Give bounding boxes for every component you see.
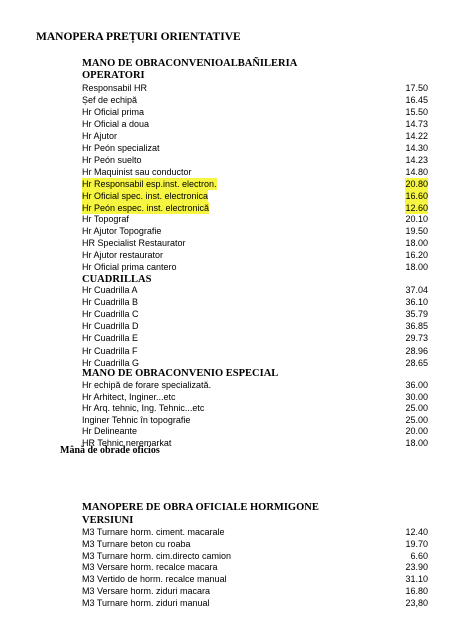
price-row	[82, 585, 428, 597]
item-label: Hr Ajutor	[82, 130, 118, 141]
item-label: Hr Oficial a doua	[82, 118, 150, 129]
item-price: 36.00	[405, 380, 428, 390]
section-heading-cuadrillas: CUADRILLAS	[82, 274, 152, 285]
item-price: 14.73	[405, 118, 428, 129]
price-row	[82, 213, 428, 225]
item-label: Hr Maquinist sau conductor	[82, 166, 192, 177]
price-row	[82, 237, 428, 249]
price-row	[82, 345, 428, 357]
item-price: 15.50	[405, 106, 428, 117]
price-row	[82, 190, 428, 202]
price-row	[82, 332, 428, 344]
item-price: 25.00	[405, 403, 428, 413]
price-row	[82, 284, 428, 296]
price-row	[82, 550, 428, 562]
item-label: Hr Arhitect, Inginer...etc	[82, 391, 176, 402]
item-price: 6.60	[410, 550, 428, 561]
item-price: 36.10	[405, 297, 428, 308]
item-price: 36.85	[405, 321, 428, 332]
item-label: Hr echipă de forare specializată.	[82, 380, 212, 390]
subheading-versiuni: VERSIUNI	[82, 515, 134, 526]
item-price: 14.80	[405, 166, 428, 177]
price-row	[82, 106, 428, 118]
item-price: 14.30	[405, 142, 428, 153]
item-label: Hr Cuadrilla A	[82, 285, 138, 295]
item-price: 18.00	[405, 238, 428, 249]
item-price: 16.60	[405, 190, 428, 201]
item-price: 12.60	[405, 202, 428, 213]
price-row	[82, 320, 428, 332]
item-label: M3 Vertido de horm. recalce manual	[82, 574, 227, 585]
price-row	[82, 414, 428, 426]
item-label: Hr Oficial prima cantero	[82, 262, 177, 273]
price-row	[82, 526, 428, 538]
item-price: 37.04	[405, 285, 428, 295]
item-price: 12.40	[405, 527, 428, 537]
item-label: Hr Cuadrilla C	[82, 309, 139, 320]
item-price: 28.65	[405, 357, 428, 368]
price-row	[82, 402, 428, 414]
item-price: 20.00	[405, 426, 428, 436]
item-price: 16.45	[405, 94, 428, 105]
item-label: Hr Ajutor restaurator	[82, 250, 164, 261]
price-row	[82, 178, 428, 190]
item-price: 23,80	[405, 597, 428, 608]
item-label: Hr Peón suelto	[82, 154, 142, 165]
price-row	[82, 425, 428, 437]
price-row	[82, 561, 428, 573]
item-price: 23.90	[405, 562, 428, 573]
item-label: Hr Cuadrilla G	[82, 357, 140, 368]
item-label: Inginer Tehnic în topografie	[82, 414, 191, 425]
item-price: 19.50	[405, 226, 428, 237]
item-price: 29.73	[405, 333, 428, 344]
price-row	[82, 130, 428, 142]
item-label: M3 Versare horm. recalce macara	[82, 562, 218, 573]
price-row	[82, 379, 428, 391]
price-row	[82, 308, 428, 320]
item-price: 19.70	[405, 538, 428, 549]
item-price: 17.50	[405, 83, 428, 93]
price-row	[82, 82, 428, 94]
item-price: 28.96	[405, 345, 428, 356]
item-label: M3 Turnare horm. ziduri manual	[82, 597, 210, 608]
item-label: Hr Cuadrilla D	[82, 321, 139, 332]
item-price: 18.00	[405, 262, 428, 273]
price-row	[82, 225, 428, 237]
item-label: Hr Cuadrilla F	[82, 345, 138, 356]
section-heading-especial: MANO DE OBRACONVENIO ESPECIAL	[82, 368, 279, 379]
item-label: M3 Turnare horm. ciment. macarale	[82, 527, 225, 537]
item-price: 14.23	[405, 154, 428, 165]
item-label: M3 Versare horm. ziduri macara	[82, 586, 211, 596]
section-heading-albanileria: MANO DE OBRACONVENIOALBAÑILERIA	[82, 58, 298, 69]
price-row	[82, 597, 428, 609]
item-label: HR Tehnic neremarkat	[82, 437, 172, 448]
item-label: Hr Topograf	[82, 214, 129, 225]
item-price: 16.20	[405, 250, 428, 261]
price-row	[82, 166, 428, 178]
item-price: 25.00	[405, 414, 428, 425]
item-label: Hr Peón specializat	[82, 142, 160, 153]
price-row	[82, 357, 428, 369]
price-row	[82, 391, 428, 403]
item-label: Hr Ajutor Topografie	[82, 226, 162, 237]
note-mana-de-obra: Mână de obrade oficios	[60, 445, 160, 456]
price-row	[82, 249, 428, 261]
item-label: Șef de echipă	[82, 94, 138, 105]
item-label: M3 Turnare horm. cim.directo camion	[82, 550, 232, 561]
item-price: 16.80	[405, 586, 428, 596]
item-label: Responsabil HR	[82, 83, 148, 93]
item-label: Hr Delineante	[82, 426, 138, 436]
price-row	[82, 296, 428, 308]
item-label: Hr Cuadrilla B	[82, 297, 139, 308]
item-label: Hr Oficial prima	[82, 106, 145, 117]
price-row	[82, 94, 428, 106]
item-label: HR Specialist Restaurator	[82, 238, 186, 249]
price-row	[82, 261, 428, 273]
price-row	[82, 202, 428, 214]
document-title: MANOPERA PREȚURI ORIENTATIVE	[36, 31, 241, 43]
item-price: 20.10	[405, 214, 428, 225]
price-row	[82, 538, 428, 550]
price-row	[82, 118, 428, 130]
item-label: Hr Cuadrilla E	[82, 333, 139, 344]
subheading-operatori: OPERATORI	[82, 70, 145, 81]
item-label: Hr Peón espec. inst. electronică	[82, 202, 210, 213]
item-price: 31.10	[405, 574, 428, 585]
section-heading-hormigone: MANOPERE DE OBRA OFICIALE HORMIGONE	[82, 502, 319, 513]
item-price: 18.00	[405, 437, 428, 448]
item-label: Hr Arq. tehnic, Ing. Tehnic...etc	[82, 403, 205, 413]
price-row	[82, 573, 428, 585]
price-row	[82, 142, 428, 154]
item-label: Hr Responsabil esp.inst. electron.	[82, 178, 217, 189]
item-label: Hr Oficial spec. inst. electronica	[82, 190, 209, 201]
item-price: 30.00	[405, 391, 428, 402]
item-price: 20.80	[405, 178, 428, 189]
item-label: M3 Turnare beton cu roaba	[82, 538, 191, 549]
item-price: 14.22	[405, 130, 428, 141]
item-price: 35.79	[405, 309, 428, 320]
price-row	[82, 154, 428, 166]
